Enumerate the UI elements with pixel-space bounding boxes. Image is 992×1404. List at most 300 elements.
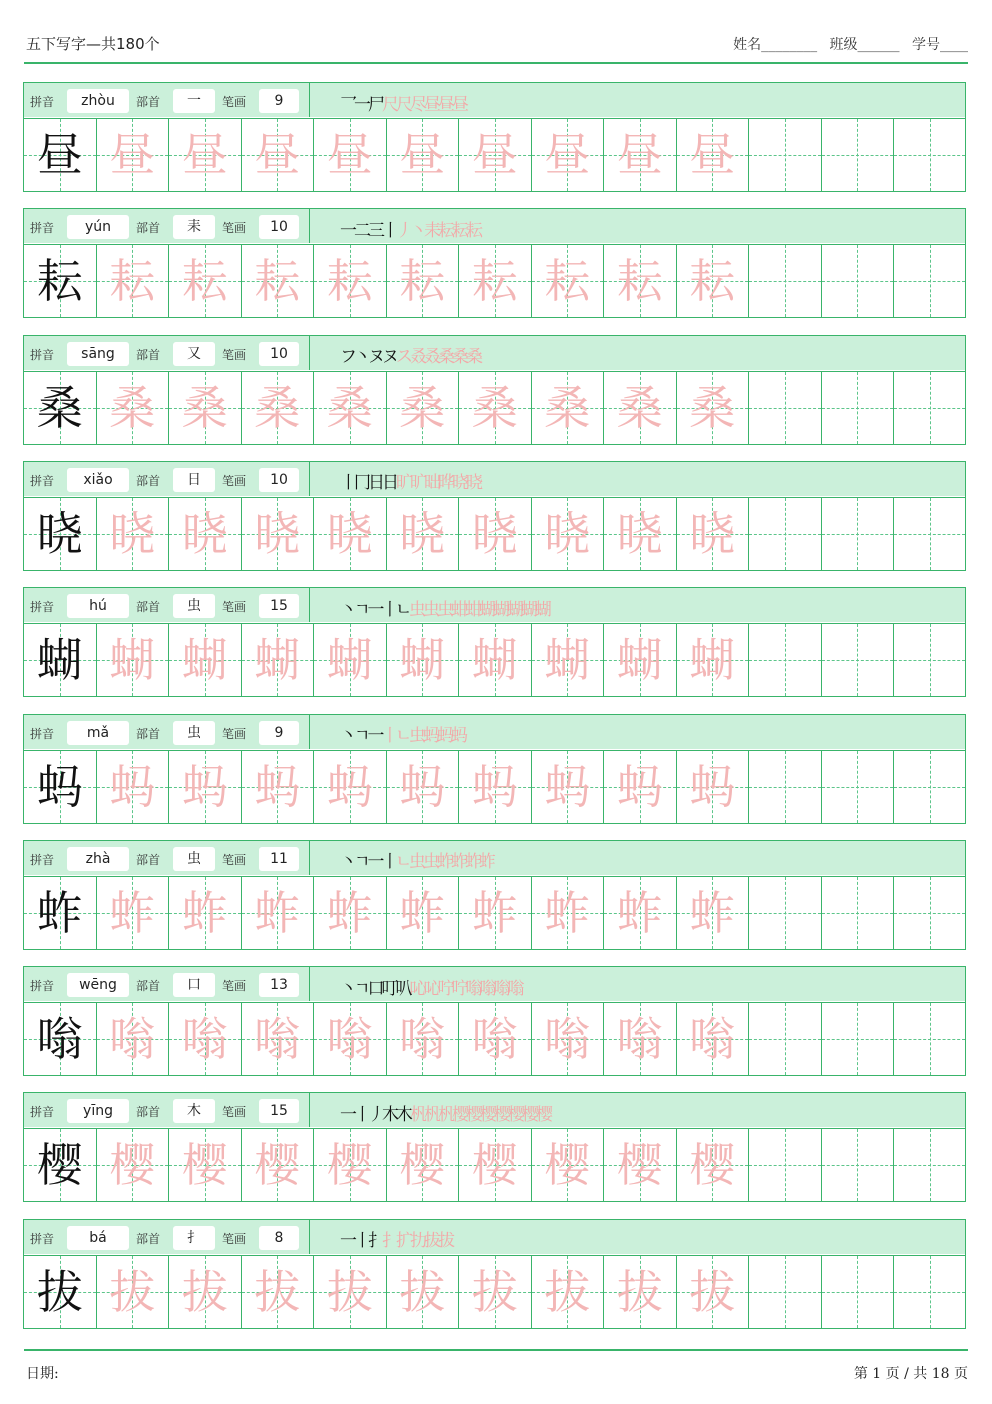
trace-character: 耘 [254, 254, 301, 309]
stroke-step: 耘 [466, 220, 483, 241]
pinyin-label: 拼音 [30, 600, 55, 615]
trace-cell [532, 877, 605, 949]
stroke-step: 扌 [368, 1231, 385, 1252]
blank-practice-cell[interactable] [894, 245, 965, 317]
trace-cell [242, 1003, 315, 1075]
blank-practice-cell[interactable] [822, 245, 895, 317]
model-character: 蝴 [36, 633, 83, 688]
radical-value: 日 [173, 468, 215, 492]
stroke-count-label: 笔画 [222, 347, 247, 362]
trace-cell [97, 119, 170, 191]
blank-practice-cell[interactable] [822, 751, 895, 823]
stroke-step: 蝴 [478, 599, 496, 620]
stroke-step: 桑 [452, 347, 469, 368]
trace-character: 樱 [109, 1138, 156, 1193]
stroke-step: 丶 [354, 347, 371, 368]
pinyin-label: 拼音 [30, 726, 55, 741]
stroke-step: 蚱 [464, 852, 482, 873]
trace-character: 蝴 [181, 633, 228, 688]
trace-character: 蚂 [399, 759, 446, 814]
stroke-step: 丿 [368, 1104, 385, 1125]
trace-cell [387, 372, 460, 444]
model-character: 樱 [36, 1138, 83, 1193]
trace-character: 拔 [181, 1264, 228, 1319]
stroke-step: 扐 [410, 1231, 427, 1252]
stroke-step: 一 [354, 94, 371, 115]
pinyin-value: sāng [67, 342, 129, 366]
stroke-step: 丨 [382, 220, 399, 241]
model-cell [24, 1003, 97, 1075]
trace-cell [532, 119, 605, 191]
trace-cell [677, 624, 750, 696]
writing-grid [23, 624, 966, 697]
stroke-step: 尽 [410, 94, 427, 115]
trace-character: 蚂 [689, 759, 736, 814]
entry-meta [24, 967, 309, 1001]
trace-character: 蚱 [399, 885, 446, 940]
trace-character: 蚱 [326, 885, 373, 940]
blank-practice-cell[interactable] [894, 1129, 965, 1201]
trace-character: 蚂 [254, 759, 301, 814]
stroke-step: 嗡 [507, 978, 525, 999]
blank-practice-cell[interactable] [894, 751, 965, 823]
trace-cell [532, 498, 605, 570]
model-character: 桑 [36, 380, 83, 435]
pinyin-label: 拼音 [30, 852, 55, 867]
stroke-step: ㄱ [354, 726, 371, 746]
stroke-count-label: 笔画 [222, 1105, 247, 1120]
writing-grid [23, 877, 966, 950]
trace-cell [387, 119, 460, 191]
stroke-step: 嗡 [479, 978, 497, 999]
trace-cell [387, 877, 460, 949]
trace-cell [604, 1003, 677, 1075]
trace-cell [387, 751, 460, 823]
trace-character: 嗡 [254, 1012, 301, 1067]
stroke-step: 丨 [381, 599, 399, 620]
blank-practice-cell[interactable] [894, 498, 965, 570]
writing-grid [23, 498, 966, 571]
stroke-step: 樱 [466, 1104, 483, 1125]
trace-character: 耘 [181, 254, 228, 309]
stroke-count-value: 10 [259, 468, 299, 492]
pinyin-label: 拼音 [30, 221, 55, 236]
trace-cell [604, 751, 677, 823]
trace-cell [387, 1129, 460, 1201]
character-entry [23, 714, 966, 824]
stroke-count-label: 笔画 [222, 473, 247, 488]
radical-value: 一 [173, 89, 215, 113]
model-cell [24, 498, 97, 570]
trace-character: 蝴 [399, 633, 446, 688]
pinyin-value: yīng [67, 1099, 129, 1123]
stroke-step: 一 [340, 1104, 357, 1125]
writing-grid [23, 245, 966, 318]
student-info [725, 34, 968, 54]
page-title: 五下写字—共180个 [26, 35, 160, 53]
blank-practice-cell[interactable] [822, 119, 895, 191]
stroke-step: 杋 [410, 1104, 427, 1125]
trace-cell [459, 1003, 532, 1075]
entry-meta [24, 715, 309, 749]
trace-cell [677, 1129, 750, 1201]
stroke-count-value: 15 [259, 594, 299, 618]
blank-practice-cell[interactable] [894, 372, 965, 444]
trace-cell [677, 498, 750, 570]
trace-character: 樱 [181, 1138, 228, 1193]
radical-label: 部首 [136, 1231, 161, 1246]
trace-character: 拔 [616, 1264, 663, 1319]
trace-character: 樱 [399, 1138, 446, 1193]
writing-grid [23, 1256, 966, 1329]
blank-practice-cell[interactable] [822, 1256, 895, 1328]
entry-header [23, 335, 966, 372]
stroke-order-bar [309, 336, 965, 370]
trace-character: 拔 [544, 1264, 591, 1319]
trace-character: 蚱 [109, 885, 156, 940]
trace-character: 拔 [689, 1264, 736, 1319]
trace-character: 拔 [254, 1264, 301, 1319]
blank-practice-cell[interactable] [894, 1256, 965, 1328]
entry-meta [24, 462, 309, 496]
trace-character: 蝴 [254, 633, 301, 688]
trace-cell [169, 1129, 242, 1201]
blank-practice-cell[interactable] [822, 624, 895, 696]
trace-character: 耘 [109, 254, 156, 309]
stroke-step: 尺 [396, 94, 413, 115]
trace-cell [314, 1003, 387, 1075]
stroke-count-label: 笔画 [222, 95, 247, 109]
character-entry [23, 587, 966, 697]
trace-cell [242, 877, 315, 949]
stroke-count-label: 笔画 [222, 979, 247, 994]
trace-character: 耘 [616, 254, 663, 309]
radical-label: 部首 [136, 1105, 161, 1120]
trace-character: 晓 [109, 506, 156, 561]
stroke-step: 咛 [437, 978, 455, 999]
stroke-step: 虫 [408, 852, 426, 873]
trace-cell [169, 751, 242, 823]
trace-character: 耘 [689, 254, 736, 309]
trace-character: 蚂 [326, 759, 373, 814]
blank-practice-cell[interactable] [749, 877, 822, 949]
blank-practice-cell[interactable] [894, 1003, 965, 1075]
trace-character: 樱 [326, 1138, 373, 1193]
stroke-step: 樱 [480, 1104, 497, 1125]
stroke-step: 蚶 [464, 599, 482, 620]
blank-practice-cell[interactable] [822, 1003, 895, 1075]
trace-character: 蚂 [471, 759, 518, 814]
trace-character: 蝴 [471, 633, 518, 688]
trace-character: 蝴 [616, 633, 663, 688]
blank-practice-cell[interactable] [749, 624, 822, 696]
entry-meta [24, 588, 309, 622]
stroke-count-label: 笔画 [222, 852, 247, 867]
model-cell [24, 1129, 97, 1201]
blank-practice-cell[interactable] [749, 751, 822, 823]
stroke-step: 虫 [422, 852, 440, 873]
stroke-step: ㄴ [395, 852, 412, 873]
model-cell [24, 751, 97, 823]
stroke-order-bar [309, 967, 965, 1001]
stroke-step: 丶 [340, 978, 357, 999]
trace-character: 昼 [544, 128, 591, 182]
trace-character: 昼 [181, 128, 228, 182]
trace-character: 晓 [254, 506, 301, 561]
trace-cell [314, 245, 387, 317]
blank-practice-cell[interactable] [749, 119, 822, 191]
stroke-step: 桑 [438, 347, 455, 368]
stroke-step: 木 [382, 1104, 399, 1125]
stroke-step: 昼 [452, 94, 469, 115]
trace-cell [314, 1256, 387, 1328]
trace-character: 蚂 [181, 759, 228, 814]
stroke-step: ス [396, 347, 413, 368]
blank-practice-cell[interactable] [822, 372, 895, 444]
trace-cell [314, 877, 387, 949]
stroke-step: 蝴 [534, 599, 552, 620]
entry-header [23, 82, 966, 119]
stroke-order-bar [309, 83, 965, 117]
model-cell [24, 372, 97, 444]
trace-cell [97, 372, 170, 444]
stroke-step: 拔 [424, 1231, 441, 1252]
stroke-order-bar [309, 841, 965, 875]
stroke-step: 吣 [423, 978, 441, 999]
trace-cell [677, 372, 750, 444]
model-character: 嗡 [36, 1012, 83, 1067]
radical-label: 部首 [136, 726, 161, 741]
trace-cell [677, 245, 750, 317]
pinyin-value: yún [67, 215, 129, 239]
entry-header [23, 587, 966, 624]
trace-character: 桑 [399, 380, 446, 435]
trace-cell [459, 245, 532, 317]
blank-practice-cell[interactable] [822, 1129, 895, 1201]
model-character: 昼 [36, 128, 83, 182]
pinyin-value: mǎ [67, 721, 129, 745]
trace-character: 桑 [544, 380, 591, 435]
model-character: 晓 [36, 506, 83, 561]
radical-value: 虫 [173, 594, 215, 618]
stroke-count-label: 笔画 [222, 1231, 247, 1246]
trace-character: 昼 [616, 128, 663, 182]
trace-cell [387, 245, 460, 317]
trace-cell [604, 498, 677, 570]
stroke-order-sequence [340, 1099, 553, 1125]
radical-value: 耒 [173, 215, 215, 239]
trace-character: 嗡 [616, 1012, 663, 1067]
stroke-count-label: 笔画 [222, 600, 247, 615]
stroke-order-bar [309, 462, 965, 496]
entry-meta [24, 209, 309, 243]
character-entry [23, 208, 966, 318]
character-entry [23, 1092, 966, 1202]
stroke-step: 蚂 [422, 726, 440, 746]
blank-practice-cell[interactable] [749, 245, 822, 317]
trace-cell [242, 1256, 315, 1328]
stroke-step: ㄱ [354, 978, 371, 999]
radical-value: 虫 [173, 847, 215, 871]
trace-cell [169, 1003, 242, 1075]
stroke-step: 嗡 [493, 978, 511, 999]
trace-cell [459, 498, 532, 570]
stroke-count-value: 9 [259, 89, 299, 113]
trace-cell [604, 372, 677, 444]
stroke-step: 丨 [381, 726, 399, 746]
stroke-step: 蚂 [436, 726, 454, 746]
trace-character: 拔 [109, 1264, 156, 1319]
writing-grid [23, 119, 966, 192]
model-cell [24, 119, 97, 191]
trace-character: 晓 [181, 506, 228, 561]
entry-meta [24, 336, 309, 370]
pinyin-label: 拼音 [30, 1105, 55, 1120]
radical-label: 部首 [136, 347, 161, 362]
trace-cell [459, 1129, 532, 1201]
stroke-step: 日 [382, 473, 399, 494]
stroke-step: 虫 [408, 726, 426, 746]
stroke-step: 丶 [340, 599, 357, 620]
stroke-step: 冂 [354, 473, 371, 494]
trace-cell [169, 498, 242, 570]
trace-cell [242, 624, 315, 696]
blank-practice-cell[interactable] [749, 1256, 822, 1328]
blank-practice-cell[interactable] [749, 372, 822, 444]
trace-character: 樱 [689, 1138, 736, 1193]
trace-cell [459, 1256, 532, 1328]
radical-value: 口 [173, 973, 215, 997]
stroke-step: 一 [367, 726, 385, 746]
stroke-step: 叮 [381, 978, 399, 999]
trace-character: 拔 [326, 1264, 373, 1319]
trace-cell [242, 119, 315, 191]
trace-character: 耘 [544, 254, 591, 309]
trace-character: 蚂 [544, 759, 591, 814]
trace-cell [677, 1256, 750, 1328]
character-entry [23, 335, 966, 445]
trace-cell [604, 119, 677, 191]
blank-practice-cell[interactable] [749, 1129, 822, 1201]
trace-character: 昼 [689, 128, 736, 182]
entry-header [23, 1092, 966, 1129]
stroke-step: 旷 [410, 473, 427, 494]
trace-character: 晓 [544, 506, 591, 561]
character-entry [23, 461, 966, 571]
trace-cell [387, 624, 460, 696]
model-cell [24, 1256, 97, 1328]
blank-practice-cell[interactable] [749, 498, 822, 570]
trace-cell [387, 1256, 460, 1328]
character-entry [23, 82, 966, 192]
stroke-step: 耘 [438, 220, 455, 241]
trace-cell [242, 372, 315, 444]
stroke-step: 一 [340, 220, 357, 241]
stroke-count-value: 9 [259, 721, 299, 745]
trace-character: 耘 [471, 254, 518, 309]
date-label: 日期: [26, 1366, 59, 1382]
page-footer [24, 1349, 968, 1381]
stroke-step: 蚂 [450, 726, 468, 746]
blank-practice-cell[interactable] [894, 624, 965, 696]
stroke-step: 丶 [340, 726, 357, 746]
trace-character: 桑 [181, 380, 228, 435]
trace-character: 桑 [471, 380, 518, 435]
trace-cell [604, 1129, 677, 1201]
trace-character: 蝴 [109, 633, 156, 688]
trace-character: 蚱 [616, 885, 663, 940]
trace-cell [314, 751, 387, 823]
model-cell [24, 624, 97, 696]
stroke-step: 丶 [340, 852, 357, 873]
character-entry [23, 1219, 966, 1329]
stroke-step: 丨 [354, 1231, 371, 1252]
stroke-order-sequence [340, 1226, 455, 1252]
radical-value: 虫 [173, 721, 215, 745]
stroke-step: 扌 [382, 1231, 399, 1252]
trace-cell [387, 498, 460, 570]
trace-character: 晓 [616, 506, 663, 561]
blank-practice-cell[interactable] [822, 877, 895, 949]
stroke-step: 晔 [438, 473, 455, 494]
trace-cell [314, 498, 387, 570]
trace-character: 蚱 [689, 885, 736, 940]
blank-practice-cell[interactable] [894, 119, 965, 191]
stroke-step: ヌ [368, 347, 385, 368]
stroke-step: 叒 [410, 347, 427, 368]
trace-character: 嗡 [544, 1012, 591, 1067]
model-character: 蚂 [36, 759, 83, 814]
stroke-step: 丿 [396, 220, 413, 241]
writing-grid [23, 751, 966, 824]
trace-character: 蝴 [544, 633, 591, 688]
trace-character: 嗡 [181, 1012, 228, 1067]
trace-cell [532, 751, 605, 823]
page-header [24, 0, 968, 64]
blank-practice-cell[interactable] [894, 877, 965, 949]
trace-cell [169, 372, 242, 444]
trace-cell [169, 877, 242, 949]
entry-header [23, 966, 966, 1003]
trace-character: 嗡 [399, 1012, 446, 1067]
stroke-order-bar [309, 1220, 965, 1254]
trace-cell [169, 119, 242, 191]
trace-character: 蚂 [109, 759, 156, 814]
stroke-count-value: 10 [259, 215, 299, 239]
entry-header [23, 840, 966, 877]
pinyin-label: 拼音 [30, 347, 55, 362]
trace-cell [242, 751, 315, 823]
pinyin-value: xiǎo [67, 468, 129, 492]
stroke-step: ㄱ [354, 852, 371, 873]
stroke-order-bar [309, 209, 965, 243]
trace-cell [169, 245, 242, 317]
blank-practice-cell[interactable] [749, 1003, 822, 1075]
pinyin-label: 拼音 [30, 1231, 55, 1246]
entry-meta [24, 841, 309, 875]
trace-cell [532, 1129, 605, 1201]
stroke-step: 耒 [424, 220, 441, 241]
stroke-step: 日 [368, 473, 385, 494]
stroke-step: 虫 [408, 599, 426, 620]
stroke-step: 耘 [452, 220, 469, 241]
entry-header [23, 461, 966, 498]
trace-character: 樱 [471, 1138, 518, 1193]
trace-character: 樱 [544, 1138, 591, 1193]
radical-label: 部首 [136, 95, 161, 109]
blank-practice-cell[interactable] [822, 498, 895, 570]
stroke-step: 叒 [424, 347, 441, 368]
